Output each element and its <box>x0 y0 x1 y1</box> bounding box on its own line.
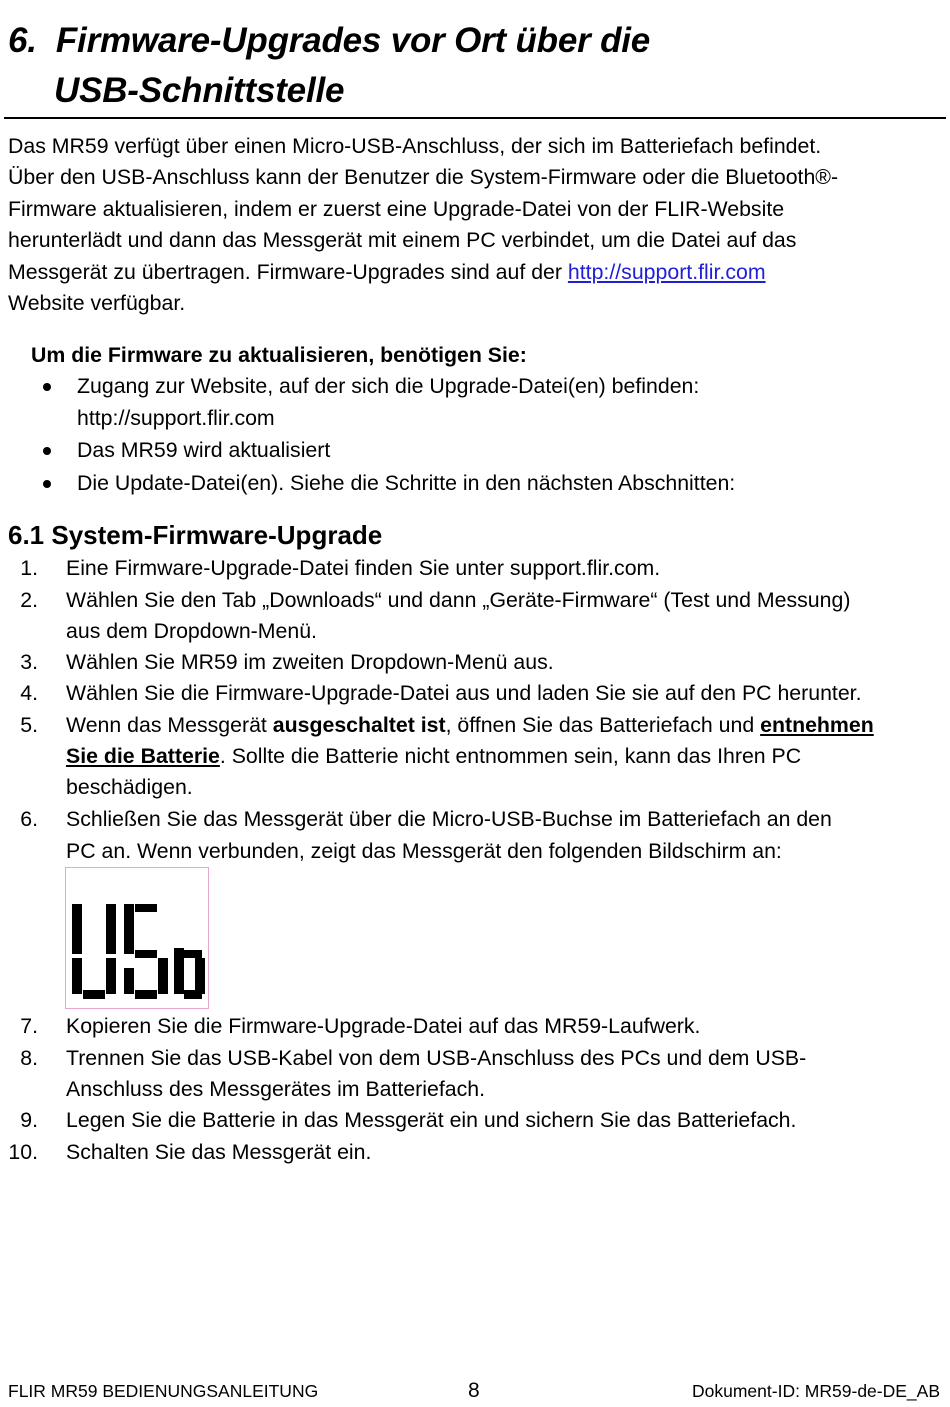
step-text: PC an. Wenn verbunden, zeigt das Messgerät den folgenden Bildschirm an: <box>66 839 782 863</box>
step-text: Schließen Sie das Messgerät über die Micro-USB-Buchse im Batteriefach an den <box>66 807 832 831</box>
step-number: 7. <box>20 1014 38 1038</box>
page-title-line-2: USB-Schnittstelle <box>54 71 345 110</box>
requirement-item: Die Update-Datei(en). Siehe die Schritte in den nächsten Abschnitten: <box>77 471 736 495</box>
page-title-line-1 <box>8 16 650 66</box>
step-number: 9. <box>20 1108 38 1132</box>
step-text: Wählen Sie die Firmware-Upgrade-Datei aus und laden Sie sie auf den PC herunter. <box>66 681 862 705</box>
step-text: Wählen Sie MR59 im zweiten Dropdown-Menü aus. <box>66 650 554 674</box>
intro-line: herunterlädt und dann das Messgerät mit einem PC verbindet, um die Datei auf das <box>8 228 797 252</box>
step-number: 1. <box>20 556 38 580</box>
footer-document-id: Dokument-ID: MR59-de-DE_AB <box>692 1381 940 1401</box>
support-link[interactable]: http://support.flir.com <box>567 260 766 284</box>
emphasis-text: entnehmen <box>760 713 874 737</box>
intro-line: Website verfügbar. <box>8 291 186 315</box>
bullet-icon <box>43 447 51 455</box>
step-number: 4. <box>20 681 38 705</box>
step-text: Trennen Sie das USB-Kabel von dem USB-Anschluss des PCs und dem USB- <box>66 1046 807 1070</box>
emphasis-text: Sie die Batterie <box>66 744 220 768</box>
usb-lcd-display <box>65 867 209 1009</box>
step-number: 2. <box>20 588 38 612</box>
step-number: 5. <box>20 713 38 737</box>
step-text-part: Wenn das Messgerät <box>66 713 273 737</box>
step-text: Legen Sie die Batterie in das Messgerät ein und sichern Sie das Batteriefach. <box>66 1108 797 1132</box>
step-text: Kopieren Sie die Firmware-Upgrade-Datei auf das MR59-Laufwerk. <box>66 1014 701 1038</box>
step-number: 10. <box>8 1140 38 1164</box>
step-number: 8. <box>20 1046 38 1070</box>
section-title: 6.1 System-Firmware-Upgrade <box>8 520 383 550</box>
page-title-text: Firmware-Upgrades vor Ort über die <box>55 21 651 60</box>
footer-manual-title: FLIR MR59 BEDIENUNGSANLEITUNG <box>8 1381 319 1401</box>
footer-page-number: 8 <box>468 1379 480 1402</box>
step-text: beschädigen. <box>66 775 193 799</box>
step-text <box>66 741 801 772</box>
emphasis-text: ausgeschaltet ist <box>272 713 446 737</box>
step-text: Anschluss des Messgerätes im Batteriefach. <box>66 1077 486 1101</box>
intro-text: Messgerät zu übertragen. Firmware-Upgrades sind auf der <box>8 260 568 284</box>
intro-line: Das MR59 verfügt über einen Micro-USB-Anschluss, der sich im Batteriefach befindet. <box>8 134 822 158</box>
step-text-part: . Sollte die Batterie nicht entnommen sein, kann das Ihren PC <box>219 744 802 768</box>
intro-line <box>8 257 766 288</box>
lcd-usb-icon <box>66 868 208 1008</box>
requirement-item: Das MR59 wird aktualisiert <box>77 438 331 462</box>
step-text: aus dem Dropdown-Menü. <box>66 619 317 643</box>
step-text <box>66 710 874 741</box>
requirement-item-cont: http://support.flir.com <box>77 406 275 430</box>
intro-line: Firmware aktualisieren, indem er zuerst eine Upgrade-Datei von der FLIR-Website <box>8 197 785 221</box>
bullet-icon <box>43 383 51 391</box>
step-number: 6. <box>20 807 38 831</box>
bullet-icon <box>43 480 51 488</box>
step-number: 3. <box>20 650 38 674</box>
step-text: Wählen Sie den Tab „Downloads“ und dann „Geräte-Firmware“ (Test und Messung) <box>66 588 851 612</box>
heading-rule <box>4 117 946 119</box>
step-text-part: , öffnen Sie das Batteriefach und <box>445 713 761 737</box>
intro-line: Über den USB-Anschluss kann der Benutzer die System-Firmware oder die Bluetooth®- <box>8 165 839 189</box>
step-text: Schalten Sie das Messgerät ein. <box>66 1140 372 1164</box>
section-number: 6. <box>8 21 37 60</box>
step-text: Eine Firmware-Upgrade-Datei finden Sie unter support.flir.com. <box>66 556 661 580</box>
requirements-title: Um die Firmware zu aktualisieren, benötigen Sie: <box>31 343 527 367</box>
requirement-item: Zugang zur Website, auf der sich die Upgrade-Datei(en) befinden: <box>77 374 700 398</box>
